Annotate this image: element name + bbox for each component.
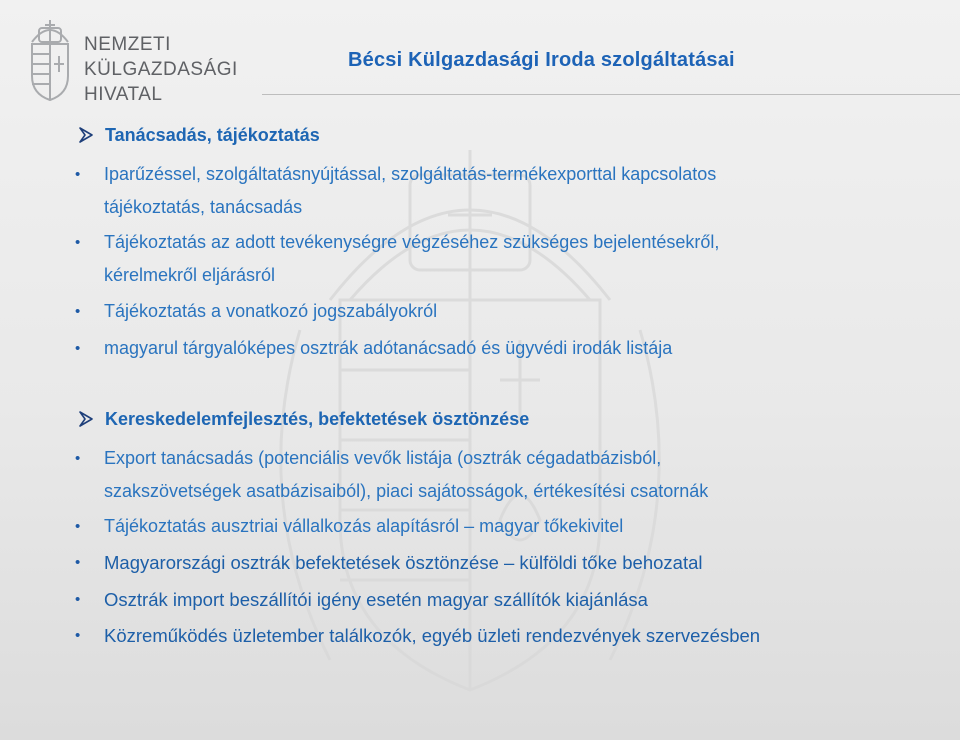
- list-item-line: Iparűzéssel, szolgáltatásnyújtással, szolgáltatás-termékexporttal kapcsolatos: [104, 164, 717, 184]
- page-title: Bécsi Külgazdasági Iroda szolgáltatásai: [348, 49, 735, 71]
- list-item: [104, 295, 944, 328]
- list-item-line: Osztrák import beszállítói igény esetén magyar szállítók kiajánlása: [104, 589, 648, 610]
- section-heading-label: Kereskedelemfejlesztés, befektetések ösztönzése: [105, 409, 530, 429]
- list-item-line: magyarul tárgyalóképes osztrák adótanácsadó és ügyvédi irodák listája: [104, 338, 673, 358]
- list-item-line: szakszövetségek asatbázisaiból), piaci sajátosságok, értékesítési csatornák: [104, 481, 709, 501]
- arrow-bullet-icon: [78, 411, 94, 427]
- list-item: [104, 332, 944, 365]
- logo-line-2: KÜLGAZDASÁGI: [84, 59, 238, 80]
- list-item-line: tájékoztatás, tanácsadás: [104, 197, 303, 217]
- list-item-line: Tájékoztatás az adott tevékenységre végzéséhez szükséges bejelentésekről,: [104, 232, 720, 252]
- list-item: [104, 619, 944, 652]
- list-item: [104, 510, 944, 543]
- list-item-line: Tájékoztatás a vonatkozó jogszabályokról: [104, 301, 438, 321]
- list-item-line: Magyarországi osztrák befektetések ösztönzése – külföldi tőke behozatal: [104, 552, 703, 573]
- list-item: [104, 583, 944, 616]
- list-item-line: kérelmekről eljárásról: [104, 265, 276, 285]
- list-item-line: Tájékoztatás ausztriai vállalkozás alapításról – magyar tőkekivitel: [104, 516, 624, 536]
- logo-line-3: HIVATAL: [84, 84, 163, 105]
- arrow-bullet-icon: [78, 127, 94, 143]
- list-item: [104, 158, 944, 224]
- list-item: [104, 226, 944, 292]
- list-item: [104, 546, 944, 579]
- list-item-line: Export tanácsadás (potenciális vevők listája (osztrák cégadatbázisból,: [104, 448, 662, 468]
- list-item: [104, 442, 944, 508]
- section-heading-label: Tanácsadás, tájékoztatás: [105, 125, 320, 145]
- list-item-line: Közreműködés üzletember találkozók, egyéb üzleti rendezvények szervezésben: [104, 625, 761, 646]
- logo-line-1: NEMZETI: [84, 34, 171, 55]
